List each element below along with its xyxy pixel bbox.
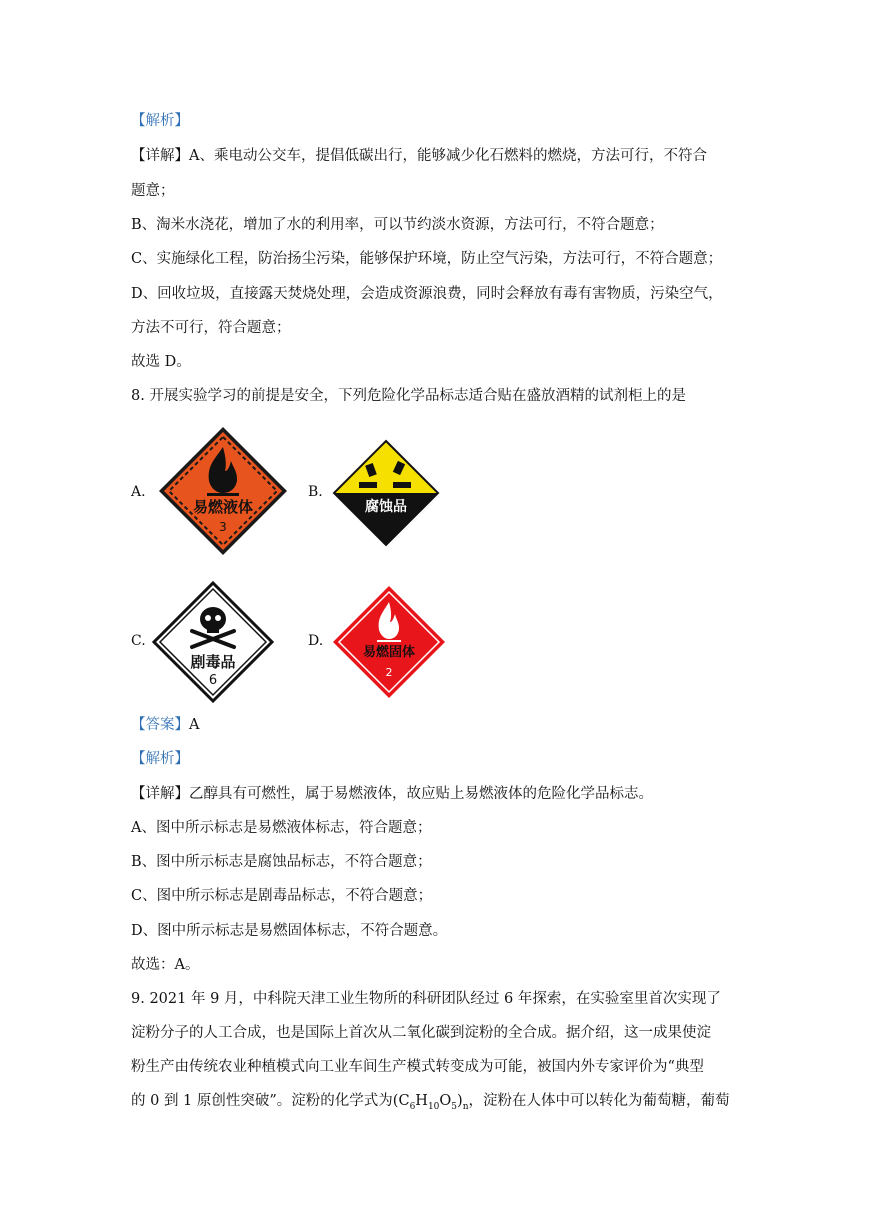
q8-detail-tag: 【详解】	[131, 786, 189, 802]
q8-answer-tag: 【答案】	[131, 717, 189, 733]
q9-line-1: 9. 2021 年 9 月，中科院天津工业生物所的科研团队经过 6 年探索，在实验室里首次实现了	[131, 991, 721, 1007]
flammable-liquid-sign	[157, 425, 289, 557]
formula-close: )	[457, 1093, 463, 1109]
toxic-sign-text: 剧毒品	[190, 653, 236, 671]
q9-line-4-start: 的 0 到 1 原创性突破”。淀粉的化学式为(C	[131, 1093, 410, 1109]
flammable-liquid-sign-text: 易燃液体	[192, 498, 254, 516]
q8-answer-value: A	[189, 717, 200, 733]
q8-option-d-explanation: D、图中所示标志是易燃固体标志，不符合题意。	[131, 923, 448, 939]
q9-line-4-end: ，淀粉在人体中可以转化为葡萄糖，葡萄	[468, 1093, 730, 1109]
formula-h: H	[415, 1093, 428, 1109]
q7-detail-line-1	[131, 146, 707, 166]
toxic-sign	[152, 581, 274, 703]
flammable-solid-sign-text: 易燃固体	[362, 645, 416, 660]
q9-line-2: 淀粉分子的人工合成，也是国际上首次从二氧化碳到淀粉的全合成。据介绍，这一成果使淀	[131, 1025, 711, 1041]
flammable-solid-sign	[331, 584, 447, 700]
q9-line-3: 粉生产由传统农业种植模式向工业车间生产模式转变成为可能，被国内外专家评价为“典型	[131, 1059, 704, 1075]
formula-o: O	[439, 1093, 452, 1109]
q8-option-c-label: C.	[131, 633, 146, 649]
q7-choice: 故选 D。	[131, 354, 191, 370]
formula-sub-5: 5	[451, 1101, 458, 1112]
q7-analysis-tag: 【解析】	[131, 113, 189, 129]
q8-analysis-tag: 【解析】	[131, 751, 189, 767]
q7-detail-tag: 【详解】	[131, 148, 189, 164]
q8-choice: 故选：A。	[131, 957, 200, 973]
q9-line-4	[131, 1091, 730, 1117]
q7-detail-text: A、乘电动公交车，提倡低碳出行，能够减少化石燃料的燃烧，方法可行，不符合	[189, 148, 707, 164]
corrosive-sign-text: 腐蚀品	[365, 499, 407, 515]
q7-option-b-explanation: B、淘米水浇花，增加了水的利用率，可以节约淡水资源，方法可行，不符合题意；	[131, 217, 664, 233]
formula-sub-n: n	[462, 1101, 469, 1112]
q8-option-c-explanation: C、图中所示标志是剧毒品标志，不符合题意；	[131, 888, 433, 904]
toxic-sign-number: 6	[208, 673, 218, 688]
q8-answer	[131, 715, 199, 735]
q8-stem: 8. 开展实验学习的前提是安全，下列危险化学品标志适合贴在盛放酒精的试剂柜上的是	[131, 388, 686, 404]
formula-sub-6: 6	[409, 1101, 416, 1112]
q8-detail	[131, 784, 653, 804]
corrosive-sign	[331, 438, 441, 548]
q8-option-b-explanation: B、图中所示标志是腐蚀品标志，不符合题意；	[131, 854, 432, 870]
flammable-liquid-sign-number: 3	[219, 520, 227, 534]
q7-option-c-explanation: C、实施绿化工程，防治扬尘污染，能够保护环境，防止空气污染，方法可行，不符合题意；	[131, 251, 723, 267]
q7-detail-line-2: 题意；	[131, 183, 175, 199]
q8-option-a-label: A.	[131, 484, 146, 500]
q8-option-d-label: D.	[308, 633, 324, 649]
q8-detail-text: 乙醇具有可燃性，属于易燃液体，故应贴上易燃液体的危险化学品标志。	[189, 786, 653, 802]
q8-option-b-label: B.	[308, 484, 323, 500]
q8-option-a-explanation: A、图中所示标志是易燃液体标志，符合题意；	[131, 820, 432, 836]
q7-option-d-explanation-1: D、回收垃圾，直接露天焚烧处理，会造成资源浪费，同时会释放有毒有害物质，污染空气，	[131, 286, 723, 302]
flammable-solid-sign-number: 2	[385, 666, 393, 679]
formula-sub-10: 10	[427, 1101, 440, 1112]
q7-option-d-explanation-2: 方法不可行，符合题意；	[131, 320, 291, 336]
